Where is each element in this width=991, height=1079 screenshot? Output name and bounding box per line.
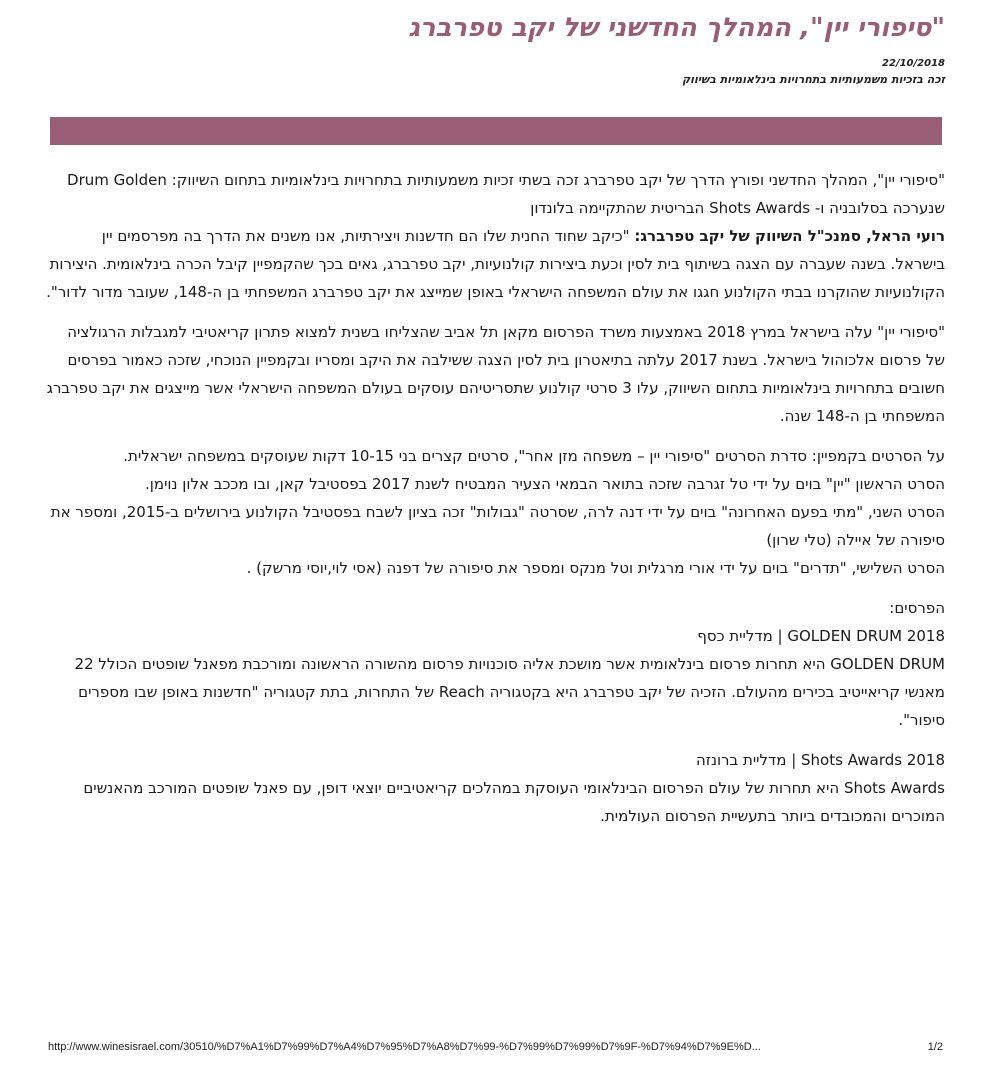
paragraph-film-3: הסרט השלישי, "תדרים" בוים על ידי אורי מרגלית וטל מנקס ומספר את סיפורה של דפנה (אסי לוי,יוסי מרשק) . [246, 559, 945, 577]
award-shots-text: Shots Awards היא תחרות של עולם הפרסום הבינלאומי העוסקת במהלכים קריאטיביים יוצאי דופן, עם פאנל שופטים המורכב מהאנשים המוכרים והמכובדים ביותר בתעשיית הפרסום העולמית. [83, 779, 945, 825]
paragraph-films-intro: על הסרטים בקמפיין: סדרת הסרטים "סיפורי יין – משפחה מזן אחר", סרטים קצרים בני 10-15 דקות שעוסקים במשפחה ישראלית. [123, 447, 945, 465]
award-shots-title: Shots Awards 2018 | מדליית ברונזה [695, 751, 945, 769]
article-date: 22/10/2018 [882, 58, 945, 69]
award-golden-drum-text: GOLDEN DRUM היא תחרות פרסום בינלאומית אשר מושכת אליה סוכנויות פרסום מהשורה הראשונה ומורכבת מפאנל שופטים הכולל 22 מאנשי קריאייטיב בכירים מהעולם. הזכיה של יקב טפרברג היא בקטגוריה Reach של התחרות, בתת קטגוריה "חדשנות באופן שבו מספרים סיפור". [74, 655, 945, 729]
quote-speaker: רועי הראל, סמנכ"ל השיווק של יקב טפרברג: [634, 227, 945, 245]
paragraph-quote [45, 222, 945, 306]
paragraph-campaign: "סיפורי יין" עלה בישראל במרץ 2018 באמצעות משרד הפרסום מקאן תל אביב שהצליחו בשנית למצוא פתרון קריאטיבי למגבלות הרגולציה של פרסום אלכוהול בישראל. בשנת 2017 עלתה בתיאטרון בית לסין הצגה ששילבה את היקב ומסריו ובקמפיין הנוכחי, שזכה כאמור בפרסים חשובים בתחרויות בינלאומיות בתחום השיווק, עלו 3 סרטי קולנוע שתסריטיהם עוסקים בעולם המשפחה הישראלי אשר מייצגים את יקב טפרברג המשפחתי בן ה-148 שנה. [46, 323, 945, 425]
article-body [45, 166, 945, 830]
footer-url: http://www.winesisrael.com/30510/%D7%A1%D7%99%D7%A4%D7%95%D7%A8%D7%99-%D7%99%D7%99%D7%9F-%D7%94%D7%9E%D... [48, 1041, 761, 1053]
awards-heading: הפרסים: [889, 599, 945, 617]
award-golden-drum-title: GOLDEN DRUM 2018 | מדליית כסף [697, 627, 945, 645]
article-subtitle: זכה בזכיות משמעותיות בתחרויות בינלאומיות בשיווק [682, 73, 945, 86]
article-title: "סיפורי יין", המהלך החדשני של יקב טפרברג [408, 13, 945, 43]
accent-band [50, 117, 942, 145]
quote-text: "כיקב שחוד החנית שלו הם חדשנות ויצירתיות, אנו משנים את הדרך בה מפרסמים יין בישראל. בשנה שעברה עם הצגה בשיתוף בית לסין וכעת ביצירות קולנועיות, יקב טפרברג, גאים בכך שהקמפיין קיבל הכרה בינלאומית. היצירות הקולנועיות שהוקרנו בבתי הקולנוע חגגו את עולם המשפחה הישראלי באופן שמייצג את יקב טפרברג המשפחתי בן ה-148, שעובר מדור לדור". [46, 227, 945, 301]
paragraph-film-1: הסרט הראשון "יין" בוים על ידי טל זגרבה שזכה בתואר הבמאי הצעיר המבטיח לשנת 2017 בפסטיבל קאן, ובו מככב אלון נוימן. [145, 475, 945, 493]
paragraph-intro: "סיפורי יין", המהלך החדשני ופורץ הדרך של יקב טפרברג זכה בשתי זכיות משמעותיות בתחרויות בינלאומיות בתחום השיווק: Drum Golden שנערכה בסלובניה ו- Shots Awards הבריטית שהתקיימה בלונדון [67, 171, 945, 217]
footer-page-number: 1/2 [927, 1041, 943, 1053]
paragraph-film-2: הסרט השני, "מתי בפעם האחרונה" בוים על ידי דנה לרה, שסרטה "גבולות" זכה בציון לשבח בפסטיבל הקולנוע בירושלים ב-2015, ומספר את סיפורה של איילה (טלי שרון) [50, 503, 945, 549]
